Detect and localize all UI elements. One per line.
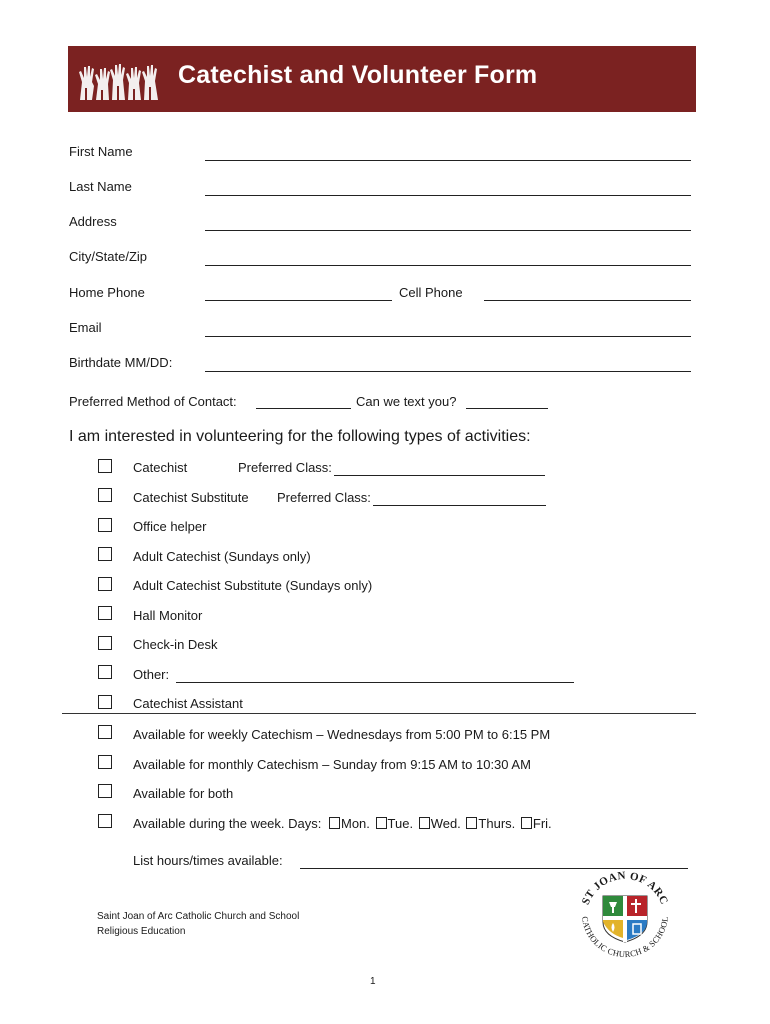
email-label: Email [69, 320, 102, 335]
weekly-catechism-checkbox[interactable] [98, 725, 112, 739]
svg-text:CATHOLIC CHURCH & SCHOOL: CATHOLIC CHURCH & SCHOOL [580, 915, 670, 960]
day-wed-option[interactable] [419, 816, 461, 831]
parish-seal-logo [572, 862, 678, 968]
day-thurs-option[interactable] [466, 816, 515, 831]
day-tue-checkbox[interactable] [376, 817, 387, 829]
day-thurs-checkbox[interactable] [466, 817, 477, 829]
day-thurs-label: Thurs. [478, 816, 516, 831]
preferred-contact-label: Preferred Method of Contact: [69, 394, 237, 409]
email-field[interactable] [205, 336, 691, 337]
substitute-preferred-class-field[interactable] [373, 505, 546, 506]
day-mon-label: Mon. [341, 816, 370, 831]
hall-monitor-checkbox[interactable] [98, 606, 112, 620]
day-wed-checkbox[interactable] [419, 817, 430, 829]
other-label: Other: [133, 667, 170, 682]
catechist-substitute-label: Catechist Substitute [133, 490, 249, 505]
weekday-availability-label: Available during the week. Days: [133, 816, 322, 831]
catechist-substitute-checkbox[interactable] [98, 488, 112, 502]
adult-catechist-substitute-checkbox[interactable] [98, 577, 112, 591]
catechist-preferred-class-label: Preferred Class: [238, 460, 332, 475]
address-label: Address [69, 214, 117, 229]
first-name-label: First Name [69, 144, 133, 159]
hours-label: List hours/times available: [133, 853, 283, 868]
cell-phone-label: Cell Phone [399, 285, 463, 300]
check-in-desk-checkbox[interactable] [98, 636, 112, 650]
first-name-field[interactable] [205, 160, 691, 161]
monthly-catechism-checkbox[interactable] [98, 755, 112, 769]
birthdate-field[interactable] [205, 371, 691, 372]
day-fri-checkbox[interactable] [521, 817, 532, 829]
check-in-desk-label: Check-in Desk [133, 637, 218, 652]
adult-catechist-substitute-label: Adult Catechist Substitute (Sundays only) [133, 578, 373, 593]
last-name-field[interactable] [205, 195, 691, 196]
day-mon-option[interactable] [329, 816, 370, 831]
activities-heading: I am interested in volunteering for the following types of activities: [69, 428, 531, 445]
city-state-zip-field[interactable] [205, 265, 691, 266]
last-name-label: Last Name [69, 179, 132, 194]
form-title: Catechist and Volunteer Form [178, 61, 538, 89]
address-field[interactable] [205, 230, 691, 231]
footer-org-name: Saint Joan of Arc Catholic Church and School [97, 911, 300, 922]
section-divider [62, 713, 696, 714]
hall-monitor-label: Hall Monitor [133, 608, 203, 623]
day-tue-label: Tue. [387, 816, 414, 831]
substitute-preferred-class-label: Preferred Class: [277, 490, 371, 505]
can-text-field[interactable] [466, 408, 548, 409]
home-phone-label: Home Phone [69, 285, 145, 300]
footer-department: Religious Education [97, 926, 186, 937]
catechist-checkbox[interactable] [98, 459, 112, 473]
raised-hands-icon [78, 64, 164, 100]
other-checkbox[interactable] [98, 665, 112, 679]
office-helper-label: Office helper [133, 519, 207, 534]
catechist-assistant-checkbox[interactable] [98, 695, 112, 709]
catechist-preferred-class-field[interactable] [334, 475, 545, 476]
birthdate-label: Birthdate MM/DD: [69, 355, 173, 370]
day-mon-checkbox[interactable] [329, 817, 340, 829]
office-helper-checkbox[interactable] [98, 518, 112, 532]
day-tue-option[interactable] [376, 816, 414, 831]
day-wed-label: Wed. [430, 816, 461, 831]
adult-catechist-label: Adult Catechist (Sundays only) [133, 549, 311, 564]
adult-catechist-checkbox[interactable] [98, 547, 112, 561]
cell-phone-field[interactable] [484, 300, 691, 301]
weekday-availability-row [133, 816, 552, 831]
catechist-label: Catechist [133, 460, 188, 475]
weekly-catechism-label: Available for weekly Catechism – Wednesdays from 5:00 PM to 6:15 PM [133, 727, 551, 742]
page-number: 1 [370, 976, 376, 987]
available-both-checkbox[interactable] [98, 784, 112, 798]
available-both-label: Available for both [133, 786, 234, 801]
day-fri-option[interactable] [521, 816, 552, 831]
monthly-catechism-label: Available for monthly Catechism – Sunday from 9:15 AM to 10:30 AM [133, 757, 531, 772]
preferred-contact-field[interactable] [256, 408, 351, 409]
weekday-availability-checkbox[interactable] [98, 814, 112, 828]
city-state-zip-label: City/State/Zip [69, 249, 148, 264]
home-phone-field[interactable] [205, 300, 392, 301]
catechist-assistant-label: Catechist Assistant [133, 696, 243, 711]
day-fri-label: Fri. [532, 816, 552, 831]
other-field[interactable] [176, 682, 574, 683]
svg-text:ST JOAN OF ARC: ST JOAN OF ARC [579, 869, 671, 907]
header-banner [68, 46, 696, 112]
can-text-label: Can we text you? [356, 394, 457, 409]
